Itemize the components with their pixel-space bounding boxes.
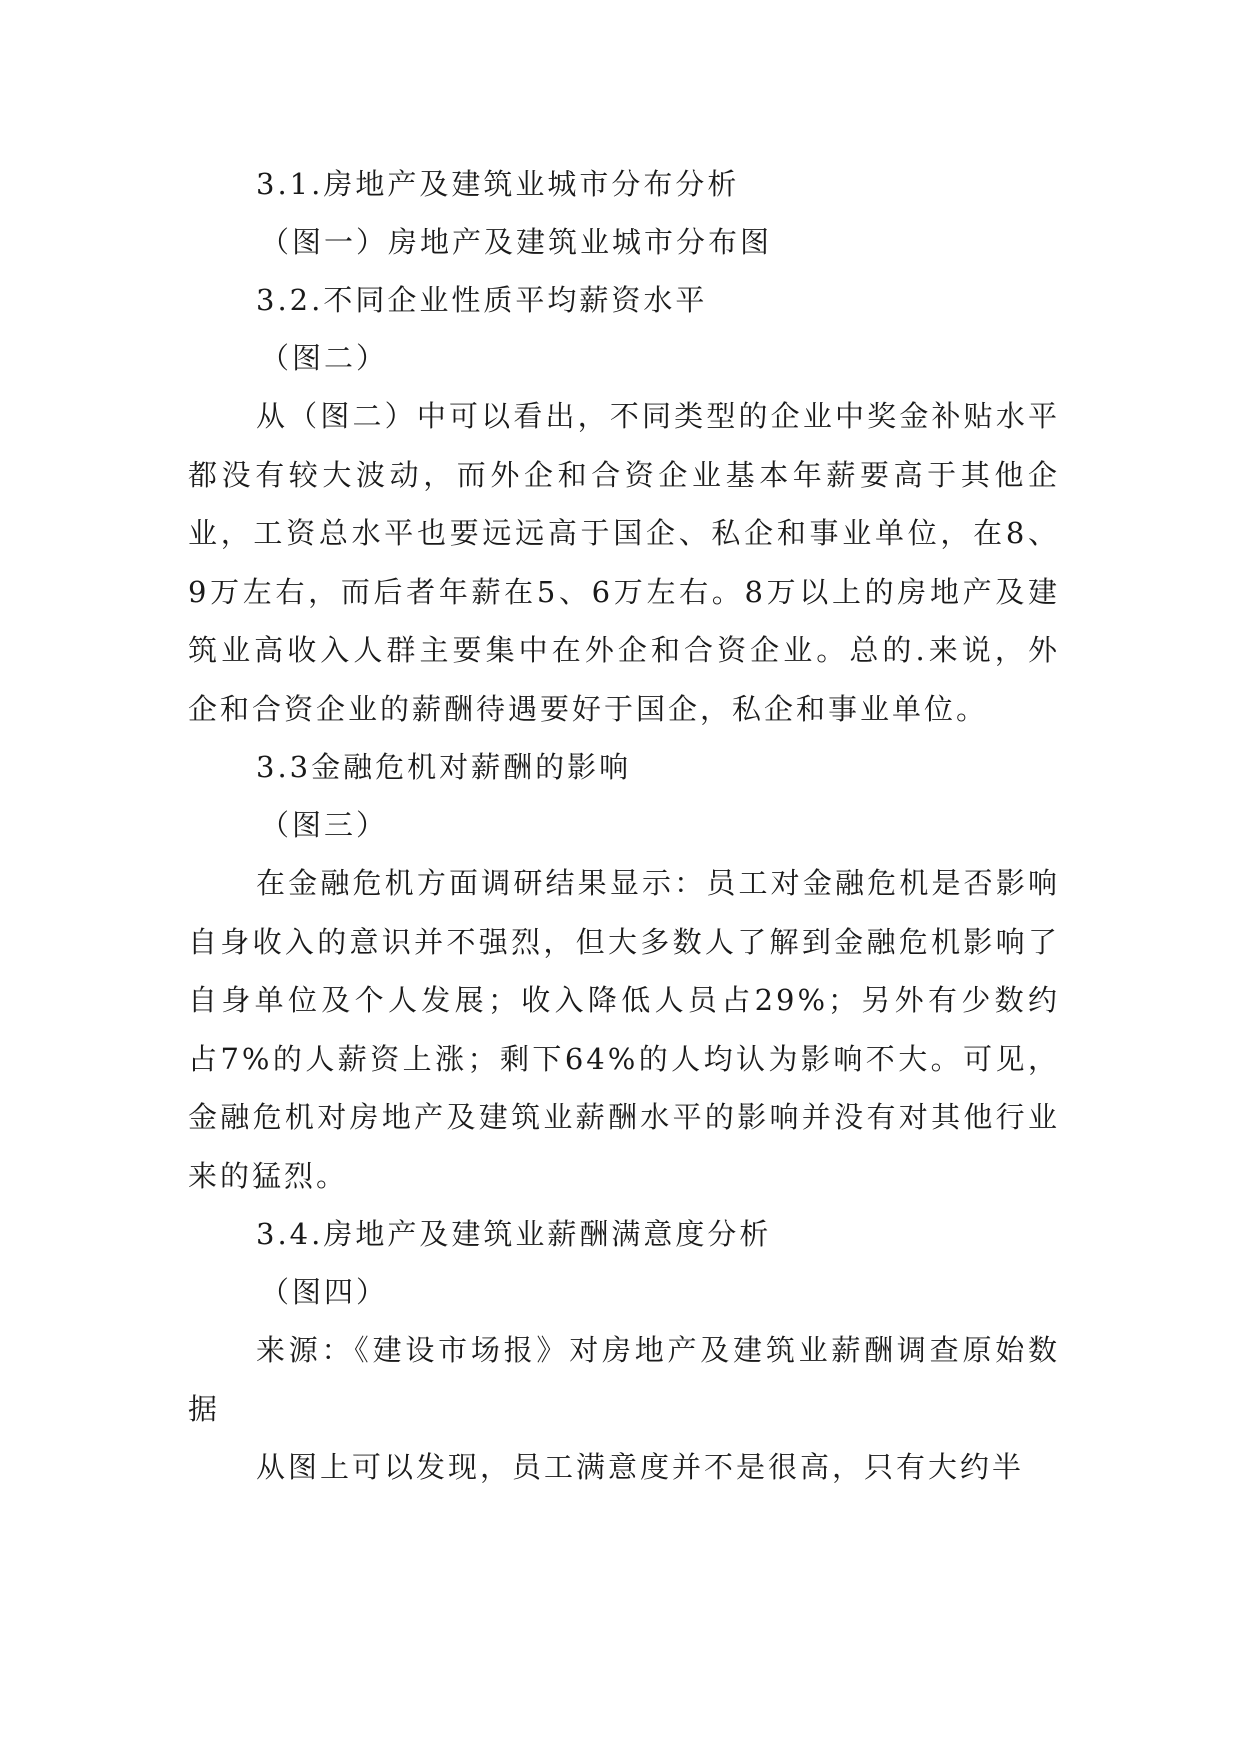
- figure-caption-3: （图三）: [260, 808, 389, 842]
- figure-caption-1: （图一）房地产及建筑业城市分布图: [260, 225, 773, 259]
- paragraph-data-source: 来源：《建设市场报》对房地产及建筑业薪酬调查原始数据: [188, 1333, 1060, 1426]
- section-heading-3-4: 3.4.房地产及建筑业薪酬满意度分析: [256, 1217, 772, 1251]
- document-page: [188, 155, 1060, 1497]
- section-heading-3-3: 3.3金融危机对薪酬的影响: [256, 750, 632, 784]
- paragraph-salary-analysis: 从（图二）中可以看出，不同类型的企业中奖金补贴水平都没有较大波动，而外企和合资企业基本年薪要高于其他企业，工资总水平也要远远高于国企、私企和事业单位，在8、9万左右，而后者年薪在5、6万左右。8万以上的房地产及建筑业高收入人群主要集中在外企和合资企业。总的.来说，外企和合资企业的薪酬待遇要好于国企，私企和事业单位。: [188, 399, 1060, 726]
- section-heading-3-1: 3.1.房地产及建筑业城市分布分析: [256, 167, 740, 201]
- section-heading-3-2: 3.2.不同企业性质平均薪资水平: [256, 283, 708, 317]
- figure-caption-4: （图四）: [260, 1275, 389, 1309]
- paragraph-financial-crisis: 在金融危机方面调研结果显示：员工对金融危机是否影响自身收入的意识并不强烈，但大多数人了解到金融危机影响了自身单位及个人发展；收入降低人员占29%；另外有少数约占7%的人薪资上涨；剩下64%的人均认为影响不大。可见，金融危机对房地产及建筑业薪酬水平的影响并没有对其他行业来的猛烈。: [188, 866, 1060, 1193]
- paragraph-satisfaction: 从图上可以发现，员工满意度并不是很高，只有大约半: [256, 1450, 1025, 1484]
- figure-caption-2: （图二）: [260, 341, 389, 375]
